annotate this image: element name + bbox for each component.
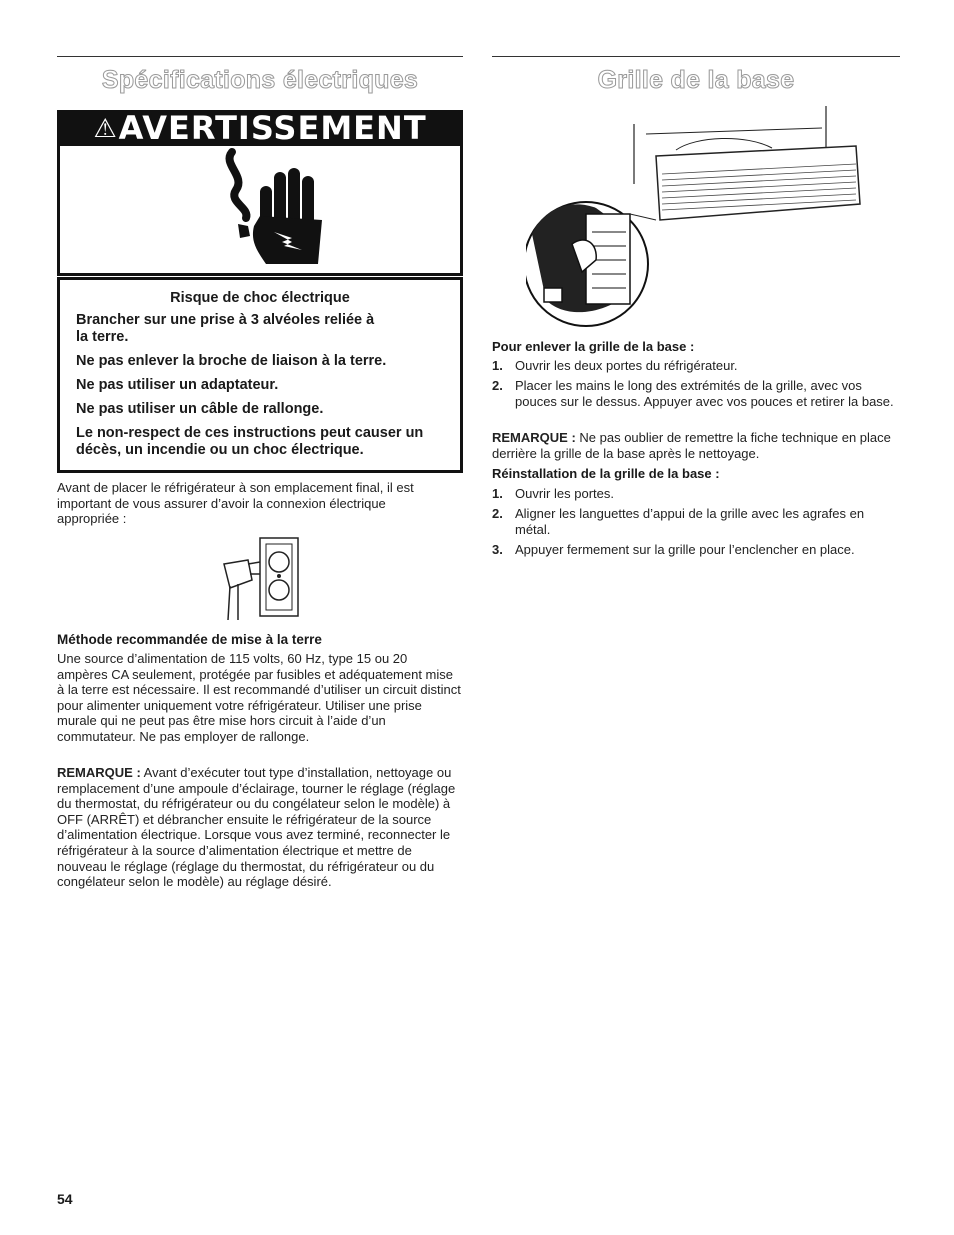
step-text: Ouvrir les deux portes du réfrigérateur. (515, 358, 738, 373)
warning-header (57, 110, 463, 146)
section-title-base-grille: Grille de la base (597, 66, 795, 94)
warning-line-1: Risque de choc électrique (170, 290, 350, 306)
list-item (492, 542, 900, 558)
warning-line-3: Ne pas enlever la broche de liaison à la terre. (76, 353, 387, 369)
warning-line-4: Ne pas utiliser un adaptateur. (76, 377, 279, 393)
step-number: 1. (492, 358, 503, 373)
shock-hazard-picture (57, 146, 463, 276)
warning-line-6: Le non-respect de ces instructions peut causer un décès, un incendie ou un choc électrique. (76, 425, 424, 458)
step-text: Aligner les languettes d’appui de la grille avec les agrafes en métal. (515, 506, 865, 537)
grille-note-paragraph (492, 430, 892, 461)
warning-box (57, 110, 463, 470)
method-heading: Méthode recommandée de mise à la terre (57, 632, 322, 647)
section-rule (57, 56, 463, 57)
method-paragraph: Une source d’alimentation de 115 volts, 60 Hz, type 15 ou 20 ampères CA seulement, protégée par fusibles et adéquatement mise à la terre est nécessaire. Il est recommandé d’utiliser un circuit distinct pour alimenter uniquement votre réfrigérateur. Utiliser une prise murale qui ne peut pas être mise hors circuit à l’aide d’un commutateur. Ne pas employer de rallonge. (57, 651, 461, 744)
base-grille-removal-icon (526, 104, 866, 330)
note-label: REMARQUE : (492, 430, 576, 445)
list-item (492, 486, 900, 502)
list-item (492, 506, 898, 538)
step-number: 2. (492, 378, 503, 393)
warning-line-2: Brancher sur une prise à 3 alvéoles reliée à la terre. (76, 312, 375, 345)
outlet-illustration (204, 536, 314, 622)
step-number: 2. (492, 506, 503, 521)
page-number: 54 (57, 1191, 73, 1207)
remove-heading: Pour enlever la grille de la base : (492, 339, 695, 354)
step-text: Placer les mains le long des extrémités de la grille, avec vos pouces sur le dessus. Appuyer avec vos pouces et retirer la base. (515, 378, 894, 409)
warning-word: AVERTISSEMENT (118, 109, 427, 147)
list-item (492, 358, 900, 374)
note-paragraph (57, 765, 461, 890)
warning-triangle-icon: ⚠ (93, 113, 117, 143)
base-grille-illustration (526, 104, 866, 330)
section-rule (492, 56, 900, 57)
section-title-electrical: Spécifications électriques (101, 66, 419, 94)
warning-text-box (57, 277, 463, 473)
list-item (492, 378, 896, 426)
step-number: 1. (492, 486, 503, 501)
note-text: Avant d’exécuter tout type d’installation, nettoyage ou remplacement d’une ampoule d’éclairage, tourner le réglage (réglage du thermostat, du réfrigérateur ou du congélateur selon le modèle) à OFF (ARRÊT) et débrancher ensuite le réfrigérateur de la source d’alimentation électrique. Lorsque vous avez terminé, reconnecter le réfrigérateur à la source d’alimentation électrique et mettre de nouveau le réglage (réglage du thermostat, du réfrigérateur ou du congélateur selon le modèle) au réglage désiré. (57, 765, 456, 890)
step-text: Ouvrir les portes. (515, 486, 614, 501)
step-text: Appuyer fermement sur la grille pour l’enclencher en place. (515, 542, 855, 557)
warning-line-5: Ne pas utiliser un câble de rallonge. (76, 401, 324, 417)
electric-shock-hand-icon (60, 146, 460, 273)
step-number: 3. (492, 542, 503, 557)
grounded-outlet-plug-icon (204, 536, 314, 622)
intro-paragraph: Avant de placer le réfrigérateur à son emplacement final, il est important de vous assurer d’avoir la connexion électrique appropriée : (57, 480, 414, 527)
note-text: Ne pas oublier de remettre la fiche technique en place derrière la grille de la base après le nettoyage. (492, 430, 891, 461)
install-heading: Réinstallation de la grille de la base : (492, 466, 720, 481)
note-label: REMARQUE : (57, 765, 141, 780)
